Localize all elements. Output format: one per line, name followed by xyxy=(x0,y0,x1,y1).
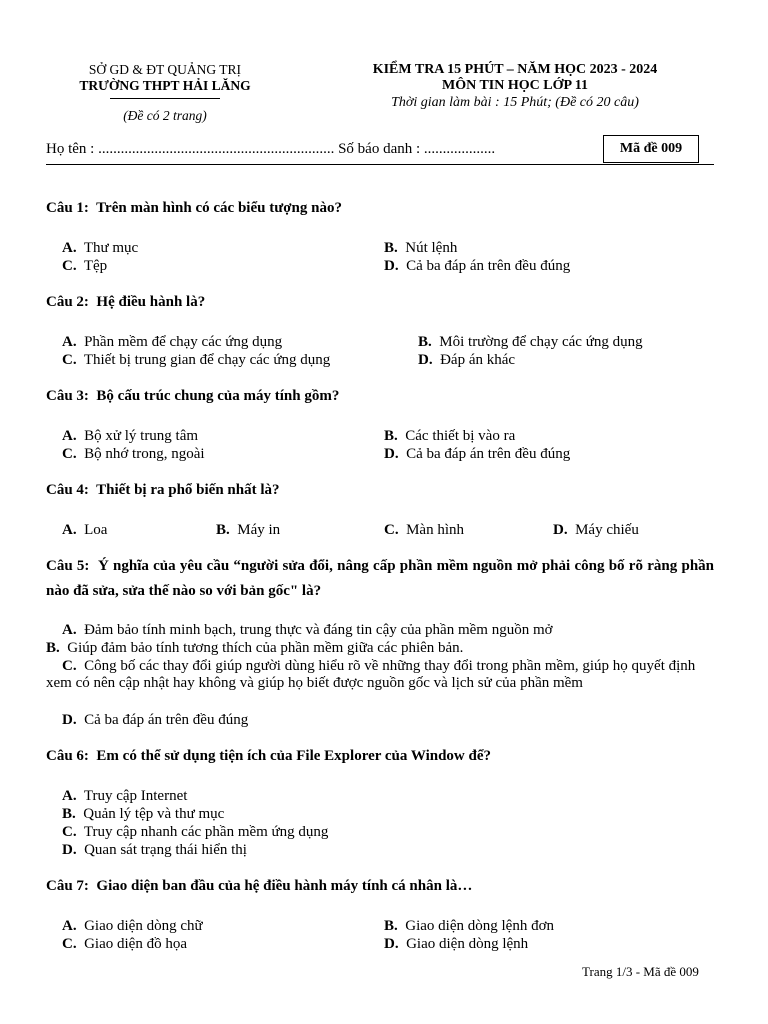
subject-title: MÔN TIN HỌC LỚP 11 xyxy=(442,78,588,93)
q4-option-c[interactable]: C. Màn hình xyxy=(384,522,465,538)
question-1: Câu 1: Trên màn hình có các biểu tượng nào? xyxy=(46,200,342,216)
q5-option-d[interactable]: D. Cả ba đáp án trên đều đúng xyxy=(62,712,249,728)
q2-option-c[interactable]: C. Thiết bị trung gian để chạy các ứng dụng xyxy=(62,352,331,368)
q7-option-a[interactable]: A. Giao diện dòng chữ xyxy=(62,918,203,934)
q1-option-a[interactable]: A. Thư mục xyxy=(62,240,139,256)
dept-name: SỞ GD & ĐT QUẢNG TRỊ xyxy=(88,62,242,77)
question-6: Câu 6: Em có thể sử dụng tiện ích của File Explorer của Window để? xyxy=(46,748,492,764)
q3-option-b[interactable]: B. Các thiết bị vào ra xyxy=(384,428,516,444)
q4-option-d[interactable]: D. Máy chiếu xyxy=(553,522,639,538)
q5-option-a[interactable]: A. Đảm bảo tính minh bạch, trung thực và đáng tin cậy của phần mềm nguồn mở xyxy=(62,622,553,638)
q4-option-b[interactable]: B. Máy in xyxy=(216,522,281,538)
exam-title: KIỂM TRA 15 PHÚT – NĂM HỌC 2023 - 2024 xyxy=(372,62,658,77)
q5-option-c[interactable]: C. Công bố các thay đổi giúp người dùng hiểu rõ về những thay đổi trong phần mềm, giúp họ quyết định xem có nên cập nhật hay không và giúp họ biết được nguồn gốc và lịch sử của phần mềm xyxy=(46,658,696,691)
school-name: TRƯỜNG THPT HẢI LĂNG xyxy=(79,78,251,93)
q3-option-c[interactable]: C. Bộ nhớ trong, ngoài xyxy=(62,446,205,462)
header-divider xyxy=(110,98,220,99)
q1-option-c[interactable]: C. Tệp xyxy=(62,258,108,274)
exam-code-box xyxy=(603,135,699,163)
q7-option-d[interactable]: D. Giao diện dòng lệnh xyxy=(384,936,529,952)
question-3: Câu 3: Bộ cấu trúc chung của máy tính gồm? xyxy=(46,388,340,404)
question-7: Câu 7: Giao diện ban đầu của hệ điều hành máy tính cá nhân là… xyxy=(46,878,473,894)
q6-option-c[interactable]: C. Truy cập nhanh các phần mềm ứng dụng xyxy=(62,824,329,840)
question-5: Câu 5: Ý nghĩa của yêu cầu “người sửa đổi, nâng cấp phần mềm nguồn mở phải công bố rõ ràng phần nào đã sửa, sửa thế nào so với bản gốc" là? xyxy=(46,558,715,599)
q6-option-b[interactable]: B. Quản lý tệp và thư mục xyxy=(62,806,225,822)
q3-option-d[interactable]: D. Cả ba đáp án trên đều đúng xyxy=(384,446,571,462)
q2-option-a[interactable]: A. Phần mềm để chạy các ứng dụng xyxy=(62,334,283,350)
q4-option-a[interactable]: A. Loa xyxy=(62,522,108,538)
q2-option-d[interactable]: D. Đáp án khác xyxy=(418,352,516,368)
q2-option-b[interactable]: B. Môi trường để chạy các ứng dụng xyxy=(418,334,643,350)
question-2: Câu 2: Hệ điều hành là? xyxy=(46,294,206,310)
question-4: Câu 4: Thiết bị ra phổ biến nhất là? xyxy=(46,482,280,498)
time-note: Thời gian làm bài : 15 Phút; (Đề có 20 câu) xyxy=(391,95,639,110)
q6-option-a[interactable]: A. Truy cập Internet xyxy=(62,788,188,804)
q7-option-c[interactable]: C. Giao diện đồ họa xyxy=(62,936,187,952)
page-footer: Trang 1/3 - Mã đề 009 xyxy=(582,964,699,979)
header-rule xyxy=(46,164,714,165)
exam-header xyxy=(330,62,700,112)
exam-code: Mã đề 009 xyxy=(619,141,683,156)
q1-option-b[interactable]: B. Nút lệnh xyxy=(384,240,458,256)
q1-option-d[interactable]: D. Cả ba đáp án trên đều đúng xyxy=(384,258,571,274)
school-header xyxy=(40,62,290,124)
q3-option-a[interactable]: A. Bộ xử lý trung tâm xyxy=(62,428,199,444)
pages-note: (Đề có 2 trang) xyxy=(123,108,207,123)
q7-option-b[interactable]: B. Giao diện dòng lệnh đơn xyxy=(384,918,555,934)
student-info-line: Họ tên : ............................................................... Số báo danh : ................... xyxy=(46,141,496,157)
q6-option-d[interactable]: D. Quan sát trạng thái hiển thị xyxy=(62,842,247,858)
q5-option-b[interactable]: B. Giúp đảm bảo tính tương thích của phần mềm giữa các phiên bản. xyxy=(46,640,464,656)
